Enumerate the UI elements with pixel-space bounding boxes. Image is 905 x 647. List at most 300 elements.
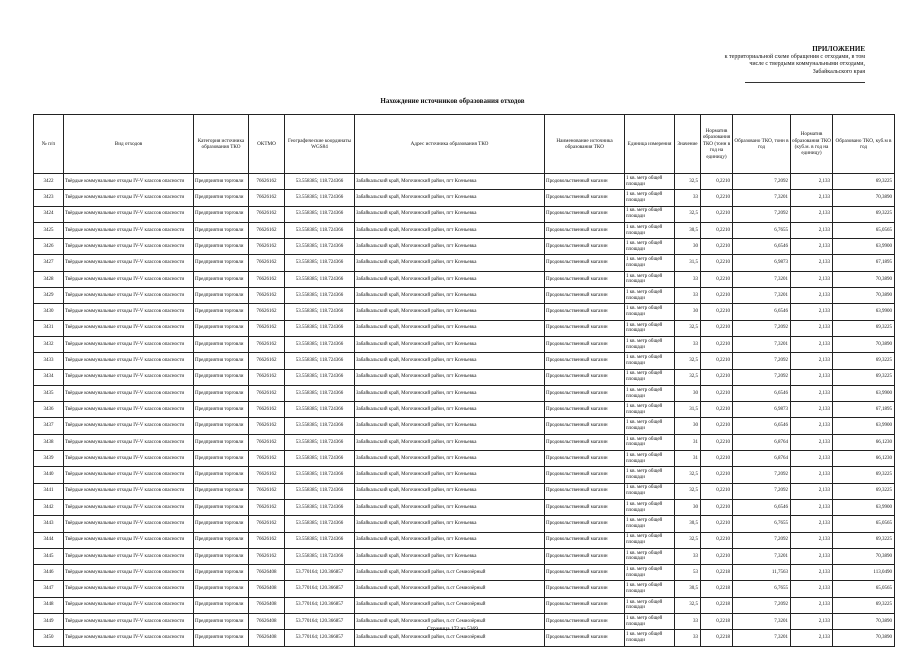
table-cell-w: Твёрдые коммунальные отходы IV-V классов опасности bbox=[64, 271, 194, 287]
table-cell-v: 66,1230 bbox=[833, 434, 895, 450]
table-row bbox=[34, 222, 895, 238]
table-cell-t: 6,8764 bbox=[733, 451, 791, 467]
table-cell-src: Продовольственный магазин bbox=[545, 174, 625, 190]
table-cell-val: 31,5 bbox=[675, 255, 701, 271]
table-cell-w: Твёрдые коммунальные отходы IV-V классов опасности bbox=[64, 206, 194, 222]
table-cell-addr: Забайкальский край, Могочинский район, пгт Ксеньевка bbox=[355, 320, 545, 336]
table-cell-w: Твёрдые коммунальные отходы IV-V классов опасности bbox=[64, 581, 194, 597]
table-cell-geo: 53.558385; 118.724366 bbox=[285, 532, 355, 548]
table-cell-t: 7,2092 bbox=[733, 353, 791, 369]
table-cell-nt: 0,2210 bbox=[701, 548, 733, 564]
table-cell-n: 3436 bbox=[34, 402, 64, 418]
table-cell-addr: Забайкальский край, Могочинский район, пгт Ксеньевка bbox=[355, 418, 545, 434]
table-row bbox=[34, 174, 895, 190]
table-cell-addr: Забайкальский край, Могочинский район, пгт Ксеньевка bbox=[355, 174, 545, 190]
table-cell-unit: 1 кв. метр общей площади bbox=[625, 271, 675, 287]
table-cell-addr: Забайкальский край, Могочинский район, п.ст Семиозёрный bbox=[355, 581, 545, 597]
table-cell-nv: 2,133 bbox=[791, 190, 833, 206]
table-cell-t: 7,3201 bbox=[733, 630, 791, 646]
table-cell-okt: 76626408 bbox=[249, 630, 285, 646]
table-cell-okt: 76626408 bbox=[249, 597, 285, 613]
table-cell-v: 70,3890 bbox=[833, 614, 895, 630]
table-cell-v: 70,3890 bbox=[833, 271, 895, 287]
table-cell-src: Продовольственный магазин bbox=[545, 565, 625, 581]
table-cell-addr: Забайкальский край, Могочинский район, пгт Ксеньевка bbox=[355, 483, 545, 499]
table-cell-unit: 1 кв. метр общей площади bbox=[625, 630, 675, 646]
table-cell-cat: Предприятия торговли bbox=[194, 565, 249, 581]
table-cell-w: Твёрдые коммунальные отходы IV-V классов опасности bbox=[64, 304, 194, 320]
table-cell-w: Твёрдые коммунальные отходы IV-V классов опасности bbox=[64, 614, 194, 630]
table-cell-cat: Предприятия торговли bbox=[194, 434, 249, 450]
table-cell-unit: 1 кв. метр общей площади bbox=[625, 614, 675, 630]
table-row bbox=[34, 565, 895, 581]
table-cell-okt: 76626162 bbox=[249, 239, 285, 255]
table-cell-src: Продовольственный магазин bbox=[545, 581, 625, 597]
table-cell-src: Продовольственный магазин bbox=[545, 597, 625, 613]
table-cell-w: Твёрдые коммунальные отходы IV-V классов опасности bbox=[64, 434, 194, 450]
table-cell-okt: 76626162 bbox=[249, 353, 285, 369]
table-cell-addr: Забайкальский край, Могочинский район, пгт Ксеньевка bbox=[355, 255, 545, 271]
table-cell-v: 70,3890 bbox=[833, 630, 895, 646]
table-cell-nv: 2,133 bbox=[791, 581, 833, 597]
table-cell-t: 11,7563 bbox=[733, 565, 791, 581]
table-cell-n: 3426 bbox=[34, 239, 64, 255]
table-cell-okt: 76626162 bbox=[249, 532, 285, 548]
table-cell-t: 7,2092 bbox=[733, 597, 791, 613]
table-cell-nt: 0,2210 bbox=[701, 222, 733, 238]
table-cell-nt: 0,2210 bbox=[701, 451, 733, 467]
table-cell-w: Твёрдые коммунальные отходы IV-V классов опасности bbox=[64, 336, 194, 352]
table-cell-nt: 0,2210 bbox=[701, 255, 733, 271]
table-cell-val: 32,5 bbox=[675, 206, 701, 222]
table-cell-t: 7,2092 bbox=[733, 532, 791, 548]
table-cell-nv: 2,133 bbox=[791, 255, 833, 271]
table-cell-w: Твёрдые коммунальные отходы IV-V классов опасности bbox=[64, 402, 194, 418]
table-cell-v: 65,0565 bbox=[833, 222, 895, 238]
table-row bbox=[34, 597, 895, 613]
table-cell-nv: 2,133 bbox=[791, 402, 833, 418]
appendix-line: Забайкальского края bbox=[812, 68, 865, 75]
table-cell-nt: 0,2218 bbox=[701, 630, 733, 646]
table-cell-t: 6,6546 bbox=[733, 385, 791, 401]
table-row bbox=[34, 304, 895, 320]
table-cell-t: 7,2092 bbox=[733, 320, 791, 336]
table-cell-cat: Предприятия торговли bbox=[194, 467, 249, 483]
table-cell-unit: 1 кв. метр общей площади bbox=[625, 483, 675, 499]
table-cell-w: Твёрдые коммунальные отходы IV-V классов опасности bbox=[64, 369, 194, 385]
table-cell-geo: 53.558385; 118.724366 bbox=[285, 499, 355, 515]
table-row bbox=[34, 369, 895, 385]
table-cell-okt: 76626162 bbox=[249, 206, 285, 222]
table-cell-nt: 0,2210 bbox=[701, 483, 733, 499]
table-cell-geo: 53.558385; 118.724366 bbox=[285, 385, 355, 401]
table-row bbox=[34, 320, 895, 336]
table-cell-geo: 53.558385; 118.724366 bbox=[285, 304, 355, 320]
table-cell-w: Твёрдые коммунальные отходы IV-V классов опасности bbox=[64, 190, 194, 206]
table-cell-unit: 1 кв. метр общей площади bbox=[625, 255, 675, 271]
table-cell-okt: 76626162 bbox=[249, 451, 285, 467]
table-cell-addr: Забайкальский край, Могочинский район, пгт Ксеньевка bbox=[355, 499, 545, 515]
table-cell-cat: Предприятия торговли bbox=[194, 336, 249, 352]
table-cell-v: 69,3225 bbox=[833, 320, 895, 336]
table-cell-geo: 53.558385; 118.724366 bbox=[285, 206, 355, 222]
table-cell-unit: 1 кв. метр общей площади bbox=[625, 320, 675, 336]
table-cell-cat: Предприятия торговли bbox=[194, 402, 249, 418]
table-cell-n: 3447 bbox=[34, 581, 64, 597]
table-cell-geo: 53.558385; 118.724366 bbox=[285, 353, 355, 369]
table-cell-w: Твёрдые коммунальные отходы IV-V классов опасности bbox=[64, 288, 194, 304]
table-cell-t: 6,6546 bbox=[733, 499, 791, 515]
table-cell-cat: Предприятия торговли bbox=[194, 174, 249, 190]
table-body bbox=[34, 174, 895, 647]
table-cell-cat: Предприятия торговли bbox=[194, 548, 249, 564]
table-cell-unit: 1 кв. метр общей площади bbox=[625, 548, 675, 564]
table-cell-v: 69,3225 bbox=[833, 369, 895, 385]
table-cell-nt: 0,2210 bbox=[701, 206, 733, 222]
table-cell-nt: 0,2210 bbox=[701, 174, 733, 190]
table-cell-unit: 1 кв. метр общей площади bbox=[625, 385, 675, 401]
table-row bbox=[34, 206, 895, 222]
table-cell-nv: 2,133 bbox=[791, 483, 833, 499]
table-cell-v: 63,9900 bbox=[833, 239, 895, 255]
page-footer: Страница 172 из 5369 bbox=[426, 626, 479, 632]
table-row bbox=[34, 499, 895, 515]
table-cell-nv: 2,133 bbox=[791, 336, 833, 352]
table-cell-src: Продовольственный магазин bbox=[545, 190, 625, 206]
table-cell-n: 3424 bbox=[34, 206, 64, 222]
table-cell-cat: Предприятия торговли bbox=[194, 239, 249, 255]
table-row bbox=[34, 451, 895, 467]
table-cell-nt: 0,2210 bbox=[701, 434, 733, 450]
table-cell-v: 69,3225 bbox=[833, 467, 895, 483]
table-cell-nt: 0,2210 bbox=[701, 418, 733, 434]
table-cell-addr: Забайкальский край, Могочинский район, пгт Ксеньевка bbox=[355, 336, 545, 352]
table-cell-n: 3425 bbox=[34, 222, 64, 238]
table-cell-nv: 2,133 bbox=[791, 516, 833, 532]
table-cell-cat: Предприятия торговли bbox=[194, 597, 249, 613]
table-cell-unit: 1 кв. метр общей площади bbox=[625, 499, 675, 515]
table-cell-geo: 53.558385; 118.724366 bbox=[285, 483, 355, 499]
table-cell-nv: 2,133 bbox=[791, 239, 833, 255]
table-cell-src: Продовольственный магазин bbox=[545, 353, 625, 369]
table-row bbox=[34, 467, 895, 483]
table-cell-cat: Предприятия торговли bbox=[194, 353, 249, 369]
table-cell-okt: 76626162 bbox=[249, 288, 285, 304]
table-cell-nv: 2,133 bbox=[791, 385, 833, 401]
table-cell-addr: Забайкальский край, Могочинский район, пгт Ксеньевка bbox=[355, 451, 545, 467]
table-cell-v: 63,9900 bbox=[833, 385, 895, 401]
table-cell-nv: 2,133 bbox=[791, 271, 833, 287]
table-cell-w: Твёрдые коммунальные отходы IV-V классов опасности bbox=[64, 499, 194, 515]
table-cell-n: 3444 bbox=[34, 532, 64, 548]
table-cell-src: Продовольственный магазин bbox=[545, 206, 625, 222]
table-cell-addr: Забайкальский край, Могочинский район, пгт Ксеньевка bbox=[355, 434, 545, 450]
table-cell-v: 70,3890 bbox=[833, 336, 895, 352]
table-cell-src: Продовольственный магазин bbox=[545, 288, 625, 304]
table-cell-n: 3427 bbox=[34, 255, 64, 271]
table-cell-t: 7,3201 bbox=[733, 271, 791, 287]
table-cell-addr: Забайкальский край, Могочинский район, пгт Ксеньевка bbox=[355, 288, 545, 304]
table-cell-v: 69,3225 bbox=[833, 483, 895, 499]
table-cell-src: Продовольственный магазин bbox=[545, 630, 625, 646]
table-cell-nv: 2,133 bbox=[791, 304, 833, 320]
table-cell-t: 6,6546 bbox=[733, 239, 791, 255]
table-cell-okt: 76626408 bbox=[249, 565, 285, 581]
table-cell-okt: 76626162 bbox=[249, 548, 285, 564]
column-header: Адрес источника образования ТКО bbox=[355, 115, 545, 174]
table-cell-t: 6,7655 bbox=[733, 581, 791, 597]
table-cell-t: 7,3201 bbox=[733, 288, 791, 304]
table-cell-val: 33 bbox=[675, 336, 701, 352]
column-header: Норматив образования ТКО (тонн в год на единицу) bbox=[701, 115, 733, 174]
table-cell-t: 6,8764 bbox=[733, 434, 791, 450]
table-cell-cat: Предприятия торговли bbox=[194, 304, 249, 320]
table-cell-src: Продовольственный магазин bbox=[545, 483, 625, 499]
table-cell-t: 7,3201 bbox=[733, 336, 791, 352]
column-header: Значение bbox=[675, 115, 701, 174]
document-title: Нахождение источников образования отходов bbox=[380, 97, 525, 105]
appendix-line: к территориальной схеме обращения с отходами, в том bbox=[724, 54, 865, 61]
table-cell-nv: 2,133 bbox=[791, 532, 833, 548]
table-cell-cat: Предприятия торговли bbox=[194, 288, 249, 304]
table-cell-okt: 76626162 bbox=[249, 271, 285, 287]
table-cell-val: 32,5 bbox=[675, 174, 701, 190]
table-cell-cat: Предприятия торговли bbox=[194, 516, 249, 532]
table-cell-geo: 53.558385; 118.724366 bbox=[285, 222, 355, 238]
table-cell-unit: 1 кв. метр общей площади bbox=[625, 467, 675, 483]
table-cell-nt: 0,2210 bbox=[701, 320, 733, 336]
table-cell-v: 69,3225 bbox=[833, 353, 895, 369]
table-cell-src: Продовольственный магазин bbox=[545, 467, 625, 483]
table-cell-nv: 2,133 bbox=[791, 369, 833, 385]
column-header: Наименование источника образования ТКО bbox=[545, 115, 625, 174]
table-cell-nv: 2,133 bbox=[791, 451, 833, 467]
table-cell-nt: 0,2210 bbox=[701, 336, 733, 352]
table-cell-geo: 53.558385; 118.724366 bbox=[285, 239, 355, 255]
table-cell-cat: Предприятия торговли bbox=[194, 581, 249, 597]
table-cell-val: 31 bbox=[675, 434, 701, 450]
table-cell-val: 33 bbox=[675, 271, 701, 287]
table-cell-cat: Предприятия торговли bbox=[194, 451, 249, 467]
table-cell-src: Продовольственный магазин bbox=[545, 336, 625, 352]
table-row bbox=[34, 239, 895, 255]
table-cell-geo: 53.770164; 120.366857 bbox=[285, 630, 355, 646]
table-cell-nv: 2,133 bbox=[791, 597, 833, 613]
table-cell-v: 65,0565 bbox=[833, 581, 895, 597]
column-header: Категория источника образования ТКО bbox=[194, 115, 249, 174]
table-row bbox=[34, 288, 895, 304]
table-cell-addr: Забайкальский край, Могочинский район, п.ст Семиозёрный bbox=[355, 614, 545, 630]
table-cell-unit: 1 кв. метр общей площади bbox=[625, 434, 675, 450]
table-cell-okt: 76626162 bbox=[249, 222, 285, 238]
table-cell-n: 3450 bbox=[34, 630, 64, 646]
table-cell-n: 3438 bbox=[34, 434, 64, 450]
table-cell-w: Твёрдые коммунальные отходы IV-V классов опасности bbox=[64, 565, 194, 581]
table-cell-geo: 53.558385; 118.724366 bbox=[285, 174, 355, 190]
table-cell-addr: Забайкальский край, Могочинский район, пгт Ксеньевка bbox=[355, 516, 545, 532]
appendix-line: числе с твердыми коммунальными отходами, bbox=[749, 61, 865, 68]
column-header: № п/п bbox=[34, 115, 64, 174]
table-cell-nt: 0,2210 bbox=[701, 239, 733, 255]
table-cell-src: Продовольственный магазин bbox=[545, 434, 625, 450]
table-cell-val: 32,5 bbox=[675, 483, 701, 499]
table-cell-unit: 1 кв. метр общей площади bbox=[625, 353, 675, 369]
table-cell-okt: 76626162 bbox=[249, 434, 285, 450]
table-row bbox=[34, 353, 895, 369]
table-cell-geo: 53.558385; 118.724366 bbox=[285, 255, 355, 271]
table-cell-src: Продовольственный магазин bbox=[545, 320, 625, 336]
table-cell-addr: Забайкальский край, Могочинский район, пгт Ксеньевка bbox=[355, 532, 545, 548]
table-row bbox=[34, 402, 895, 418]
table-row bbox=[34, 483, 895, 499]
table-cell-unit: 1 кв. метр общей площади bbox=[625, 451, 675, 467]
table-cell-addr: Забайкальский край, Могочинский район, пгт Ксеньевка bbox=[355, 239, 545, 255]
table-cell-unit: 1 кв. метр общей площади bbox=[625, 369, 675, 385]
table-cell-t: 6,7655 bbox=[733, 516, 791, 532]
table-cell-src: Продовольственный магазин bbox=[545, 499, 625, 515]
table-cell-val: 32,5 bbox=[675, 467, 701, 483]
table-cell-addr: Забайкальский край, Могочинский район, пгт Ксеньевка bbox=[355, 353, 545, 369]
table-cell-nv: 2,133 bbox=[791, 434, 833, 450]
table-cell-src: Продовольственный магазин bbox=[545, 271, 625, 287]
table-cell-v: 69,3225 bbox=[833, 532, 895, 548]
table-cell-unit: 1 кв. метр общей площади bbox=[625, 516, 675, 532]
table-cell-n: 3434 bbox=[34, 369, 64, 385]
table-cell-n: 3437 bbox=[34, 418, 64, 434]
table-cell-w: Твёрдые коммунальные отходы IV-V классов опасности bbox=[64, 483, 194, 499]
table-cell-unit: 1 кв. метр общей площади bbox=[625, 581, 675, 597]
table-cell-t: 6,9873 bbox=[733, 255, 791, 271]
table-cell-val: 33 bbox=[675, 548, 701, 564]
table-cell-v: 63,9900 bbox=[833, 304, 895, 320]
waste-sources-table bbox=[33, 114, 895, 647]
table-cell-okt: 76626408 bbox=[249, 581, 285, 597]
table-cell-nv: 2,133 bbox=[791, 548, 833, 564]
table-cell-nt: 0,2210 bbox=[701, 190, 733, 206]
table-cell-addr: Забайкальский край, Могочинский район, пгт Ксеньевка bbox=[355, 548, 545, 564]
table-cell-src: Продовольственный магазин bbox=[545, 418, 625, 434]
table-cell-addr: Забайкальский край, Могочинский район, п.ст Семиозёрный bbox=[355, 597, 545, 613]
table-cell-n: 3431 bbox=[34, 320, 64, 336]
table-cell-okt: 76626162 bbox=[249, 467, 285, 483]
table-cell-geo: 53.558385; 118.724366 bbox=[285, 190, 355, 206]
table-cell-src: Продовольственный магазин bbox=[545, 304, 625, 320]
table-cell-cat: Предприятия торговли bbox=[194, 271, 249, 287]
table-cell-geo: 53.558385; 118.724366 bbox=[285, 288, 355, 304]
table-cell-nt: 0,2210 bbox=[701, 467, 733, 483]
table-cell-addr: Забайкальский край, Могочинский район, пгт Ксеньевка bbox=[355, 206, 545, 222]
table-cell-src: Продовольственный магазин bbox=[545, 548, 625, 564]
table-cell-okt: 76626408 bbox=[249, 614, 285, 630]
table-cell-geo: 53.770164; 120.366857 bbox=[285, 565, 355, 581]
table-cell-src: Продовольственный магазин bbox=[545, 255, 625, 271]
table-cell-val: 33 bbox=[675, 190, 701, 206]
table-cell-n: 3440 bbox=[34, 467, 64, 483]
table-cell-nv: 2,133 bbox=[791, 499, 833, 515]
table-cell-okt: 76626162 bbox=[249, 320, 285, 336]
table-cell-val: 33 bbox=[675, 614, 701, 630]
table-cell-okt: 76626162 bbox=[249, 174, 285, 190]
table-cell-geo: 53.558385; 118.724366 bbox=[285, 369, 355, 385]
table-cell-v: 63,9900 bbox=[833, 418, 895, 434]
table-cell-cat: Предприятия торговли bbox=[194, 418, 249, 434]
table-cell-src: Продовольственный магазин bbox=[545, 239, 625, 255]
table-cell-cat: Предприятия торговли bbox=[194, 630, 249, 646]
table-cell-w: Твёрдые коммунальные отходы IV-V классов опасности bbox=[64, 630, 194, 646]
table-row bbox=[34, 336, 895, 352]
column-header: ОКТМО bbox=[249, 115, 285, 174]
table-cell-src: Продовольственный магазин bbox=[545, 369, 625, 385]
table-cell-nt: 0,2210 bbox=[701, 271, 733, 287]
table-cell-unit: 1 кв. метр общей площади bbox=[625, 304, 675, 320]
table-cell-w: Твёрдые коммунальные отходы IV-V классов опасности bbox=[64, 255, 194, 271]
table-cell-nt: 0,2210 bbox=[701, 499, 733, 515]
table-cell-w: Твёрдые коммунальные отходы IV-V классов опасности bbox=[64, 516, 194, 532]
table-cell-okt: 76626162 bbox=[249, 369, 285, 385]
table-cell-val: 30 bbox=[675, 385, 701, 401]
table-cell-geo: 53.558385; 118.724366 bbox=[285, 548, 355, 564]
table-cell-t: 6,6546 bbox=[733, 418, 791, 434]
table-header-row bbox=[34, 115, 895, 174]
table-cell-t: 7,3201 bbox=[733, 614, 791, 630]
table-cell-nv: 2,133 bbox=[791, 320, 833, 336]
table-cell-cat: Предприятия торговли bbox=[194, 499, 249, 515]
table-cell-nv: 2,133 bbox=[791, 288, 833, 304]
table-cell-t: 6,6546 bbox=[733, 304, 791, 320]
table-cell-w: Твёрдые коммунальные отходы IV-V классов опасности bbox=[64, 320, 194, 336]
table-cell-val: 33 bbox=[675, 288, 701, 304]
table-cell-addr: Забайкальский край, Могочинский район, пгт Ксеньевка bbox=[355, 402, 545, 418]
table-cell-addr: Забайкальский край, Могочинский район, п.ст Семиозёрный bbox=[355, 565, 545, 581]
table-cell-okt: 76626162 bbox=[249, 483, 285, 499]
table-cell-nv: 2,133 bbox=[791, 206, 833, 222]
table-cell-val: 31,5 bbox=[675, 402, 701, 418]
column-header: Норматив образования ТКО (куб.м. в год на единицу) bbox=[791, 115, 833, 174]
table-cell-t: 7,2092 bbox=[733, 174, 791, 190]
table-cell-nt: 0,2210 bbox=[701, 532, 733, 548]
table-cell-val: 53 bbox=[675, 565, 701, 581]
table-cell-unit: 1 кв. метр общей площади bbox=[625, 532, 675, 548]
table-cell-okt: 76626162 bbox=[249, 516, 285, 532]
table-cell-okt: 76626162 bbox=[249, 385, 285, 401]
table-cell-geo: 53.770164; 120.366857 bbox=[285, 614, 355, 630]
table-cell-nt: 0,2210 bbox=[701, 402, 733, 418]
table-cell-v: 113,0490 bbox=[833, 565, 895, 581]
table-cell-n: 3448 bbox=[34, 597, 64, 613]
table-cell-geo: 53.558385; 118.724366 bbox=[285, 516, 355, 532]
table-cell-val: 32,5 bbox=[675, 353, 701, 369]
table-cell-v: 69,3225 bbox=[833, 174, 895, 190]
table-cell-cat: Предприятия торговли bbox=[194, 483, 249, 499]
table-cell-w: Твёрдые коммунальные отходы IV-V классов опасности bbox=[64, 174, 194, 190]
table-cell-v: 70,3890 bbox=[833, 548, 895, 564]
table-cell-okt: 76626162 bbox=[249, 255, 285, 271]
table-cell-n: 3439 bbox=[34, 451, 64, 467]
table-cell-t: 7,3201 bbox=[733, 548, 791, 564]
table-cell-nv: 2,133 bbox=[791, 353, 833, 369]
table-row bbox=[34, 581, 895, 597]
table-cell-t: 7,3201 bbox=[733, 190, 791, 206]
table-cell-n: 3442 bbox=[34, 499, 64, 515]
table-cell-nv: 2,133 bbox=[791, 630, 833, 646]
table-cell-nt: 0,2210 bbox=[701, 288, 733, 304]
table-cell-nt: 0,2218 bbox=[701, 581, 733, 597]
table-cell-w: Твёрдые коммунальные отходы IV-V классов опасности bbox=[64, 548, 194, 564]
table-row bbox=[34, 516, 895, 532]
table-cell-geo: 53.558385; 118.724366 bbox=[285, 271, 355, 287]
table-cell-unit: 1 кв. метр общей площади bbox=[625, 402, 675, 418]
table-cell-geo: 53.770164; 120.366857 bbox=[285, 597, 355, 613]
